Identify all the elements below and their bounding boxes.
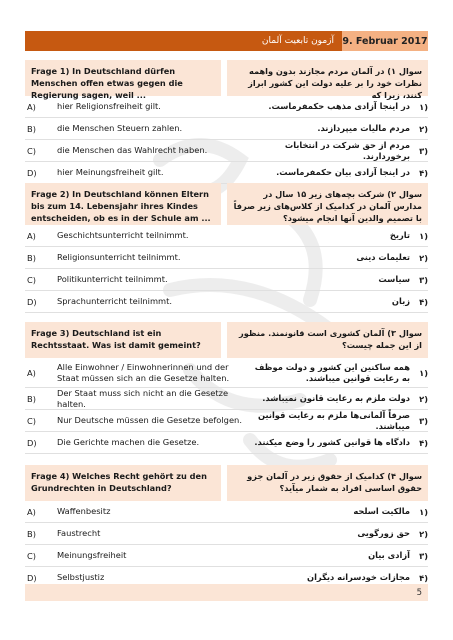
option-de: Politikunterricht teilnimmt. xyxy=(57,274,168,284)
option-de: Faustrecht xyxy=(57,528,101,538)
option-row xyxy=(25,523,428,545)
option-de: Die Gerichte machen die Gesetze. xyxy=(57,437,200,447)
option-de: Geschichtsunterricht teilnimmt. xyxy=(57,230,189,240)
option-fa: حق زورگویی xyxy=(357,528,410,538)
option-fa: آزادی بیان xyxy=(368,550,410,560)
option-fa: زبان xyxy=(391,296,410,306)
option-de: hier Meinungsfreiheit gilt. xyxy=(57,167,164,177)
option-row xyxy=(25,545,428,567)
option-letter: C) xyxy=(27,550,37,561)
question-4-fa: سوال ۴) کدامیک از حقوق زیر در آلمان جزو حقوق اساسی افراد به شمار میآید؟ xyxy=(227,465,428,501)
question-3-fa: سوال ۳) آلمان کشوری است قانونمند. منظور از این جمله چیست؟ xyxy=(227,322,428,358)
option-row xyxy=(25,358,428,388)
option-number: ۴) xyxy=(419,167,428,178)
option-de: Sprachunterricht teilnimmt. xyxy=(57,296,173,306)
question-1-de: Frage 1) In Deutschland dürfen Menschen offen etwas gegen die Regierung sagen, weil ... xyxy=(25,60,221,96)
option-fa: تعلیمات دینی xyxy=(356,252,410,262)
option-number: ۱) xyxy=(419,101,428,112)
option-letter: B) xyxy=(27,123,36,134)
option-number: ۴) xyxy=(419,572,428,583)
question-card-4 xyxy=(25,465,428,589)
option-row xyxy=(25,162,428,184)
option-fa: مردم از حق شرکت در انتخابات برخوردارند. xyxy=(284,139,410,161)
option-letter: C) xyxy=(27,274,37,285)
option-row xyxy=(25,432,428,454)
question-card-3 xyxy=(25,322,428,454)
option-fa: مجازات خودسرانه دیگران xyxy=(306,572,410,582)
header-date: 9. Februar 2017 xyxy=(342,31,428,51)
option-de: Nur Deutsche müssen die Gesetze befolgen. xyxy=(57,415,242,425)
question-2-de: Frage 2) In Deutschland können Eltern bis zum 14. Lebensjahr ihres Kindes entscheiden, ob es in der Schule am ... xyxy=(25,183,221,225)
option-de: hier Religionsfreiheit gilt. xyxy=(57,101,161,111)
option-number: ۱) xyxy=(419,506,428,517)
option-number: ۳) xyxy=(419,145,428,156)
option-number: ۲) xyxy=(419,123,428,134)
option-row xyxy=(25,410,428,432)
question-1-fa: سوال ۱) در آلمان مردم مجازند بدون واهمه نظرات خود را بر علیه دولت این کشور ابراز کنند، زیرا که xyxy=(227,60,428,96)
option-number: ۴) xyxy=(419,437,428,448)
option-fa: دادگاه ها قوانین کشور را وضع میکنند. xyxy=(254,437,410,447)
option-number: ۱) xyxy=(419,230,428,241)
option-number: ۴) xyxy=(419,296,428,307)
option-letter: B) xyxy=(27,393,36,404)
option-fa: مالکیت اسلحه xyxy=(353,506,410,516)
option-number: ۱) xyxy=(419,367,428,378)
option-de: die Menschen Steuern zahlen. xyxy=(57,123,183,133)
question-2-fa: سوال ۲) شرکت بچه‌های زیر ۱۵ سال در مدارس آلمان در کدامیک از کلاس‌های زیر صرفاً با تصمیم والدین آنها انجام میشود؟ xyxy=(227,183,428,225)
option-number: ۲) xyxy=(419,252,428,263)
option-fa: تاریخ xyxy=(389,230,410,240)
option-de: Alle Einwohner / Einwohnerinnen und der Staat müssen sich an die Gesetze halten. xyxy=(57,361,230,383)
option-fa: در اینجا آزادی بیان حکمفرماست. xyxy=(276,167,410,177)
question-card-1 xyxy=(25,60,428,184)
option-letter: C) xyxy=(27,145,37,156)
option-row xyxy=(25,501,428,523)
option-number: ۳) xyxy=(419,415,428,426)
option-fa: سیاست xyxy=(378,274,410,284)
option-letter: A) xyxy=(27,230,36,241)
option-row xyxy=(25,269,428,291)
option-de: Religionsunterricht teilnimmt. xyxy=(57,252,181,262)
option-row xyxy=(25,388,428,410)
option-row xyxy=(25,291,428,313)
option-number: ۳) xyxy=(419,274,428,285)
option-letter: A) xyxy=(27,367,36,378)
option-fa: همه ساکنین این کشور و دولت موظف به رعایت قوانین میباشند. xyxy=(254,361,410,383)
option-letter: B) xyxy=(27,252,36,263)
option-row xyxy=(25,225,428,247)
page-number-text: 5 xyxy=(416,587,422,598)
question-card-2 xyxy=(25,183,428,313)
option-row xyxy=(25,247,428,269)
page-number xyxy=(25,584,428,601)
option-number: ۳) xyxy=(419,550,428,561)
option-de: Meinungsfreiheit xyxy=(57,550,127,560)
option-letter: D) xyxy=(27,296,37,307)
option-letter: C) xyxy=(27,415,37,426)
option-letter: D) xyxy=(27,167,37,178)
question-4-de: Frage 4) Welches Recht gehört zu den Grundrechten in Deutschland? xyxy=(25,465,221,501)
option-fa: مردم مالیات میپردازند. xyxy=(317,123,410,133)
option-letter: A) xyxy=(27,506,36,517)
option-de: die Menschen das Wahlrecht haben. xyxy=(57,145,208,155)
option-fa: صرفاً آلمانی‌ها ملزم به رعایت قوانین میباشند. xyxy=(257,409,410,431)
option-row xyxy=(25,140,428,162)
option-letter: D) xyxy=(27,437,37,448)
option-number: ۲) xyxy=(419,528,428,539)
option-letter: A) xyxy=(27,101,36,112)
option-de: Selbstjustiz xyxy=(57,572,105,582)
option-de: Der Staat muss sich nicht an die Gesetze halten. xyxy=(57,387,229,409)
option-number: ۲) xyxy=(419,393,428,404)
option-de: Waffenbesitz xyxy=(57,506,111,516)
header-title: آزمون تابعیت آلمان xyxy=(25,31,342,51)
option-letter: B) xyxy=(27,528,36,539)
option-row xyxy=(25,96,428,118)
option-letter: D) xyxy=(27,572,37,583)
question-3-de: Frage 3) Deutschland ist ein Rechtsstaat. Was ist damit gemeint? xyxy=(25,322,221,358)
page-header xyxy=(25,31,428,51)
option-fa: دولت ملزم به رعایت قانون نمیباشد. xyxy=(262,393,410,403)
option-fa: در اینجا آزادی مذهب حکمفرماست. xyxy=(268,101,410,111)
option-row xyxy=(25,118,428,140)
